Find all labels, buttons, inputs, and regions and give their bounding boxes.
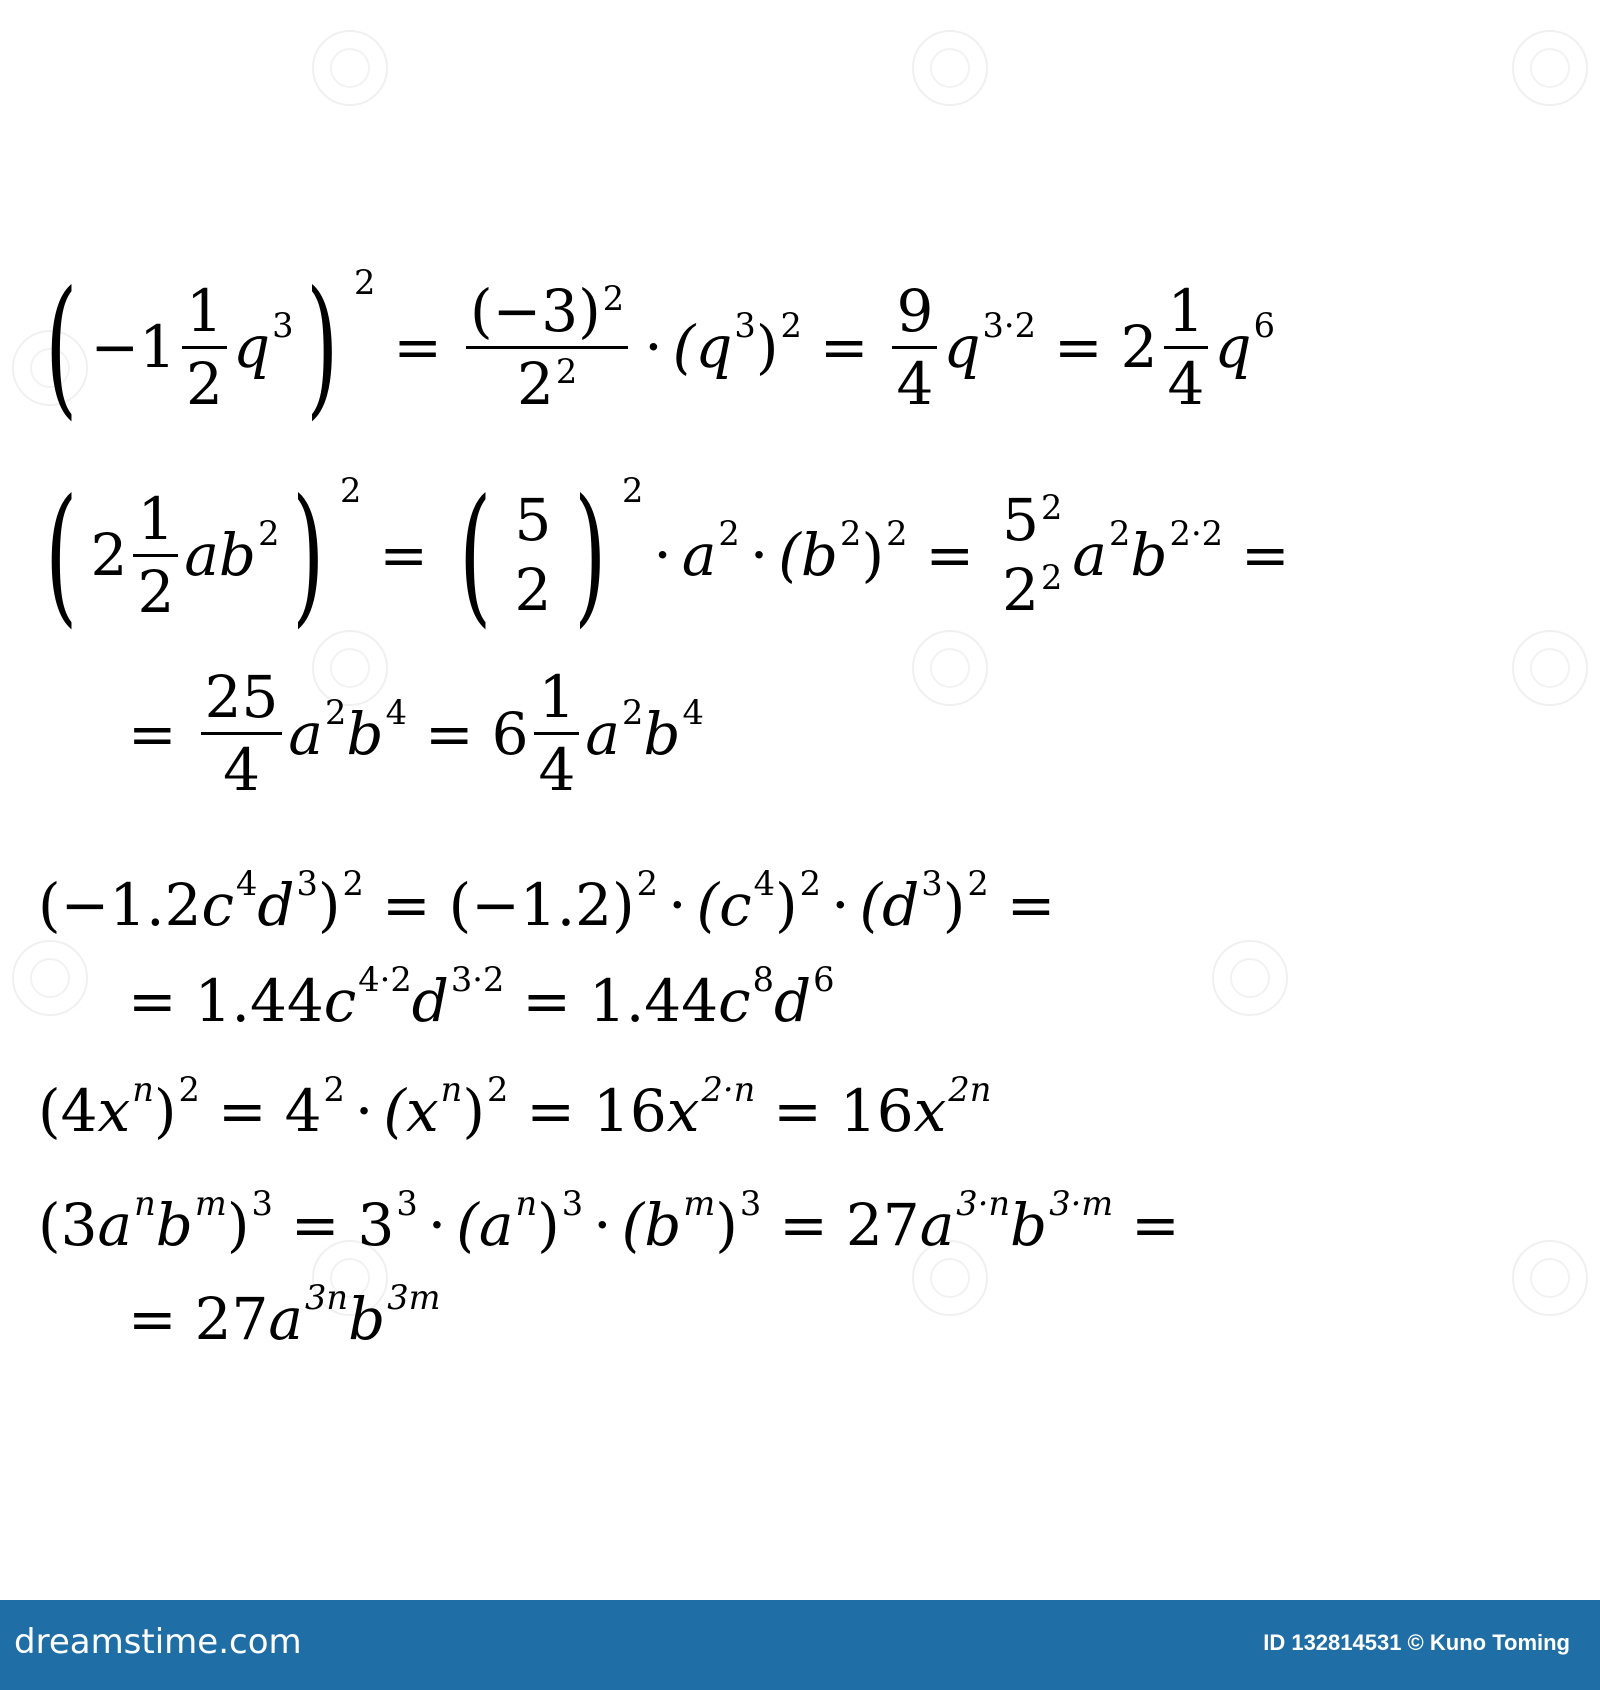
paren: ) (861, 521, 885, 589)
exponent: 3·n (956, 1184, 1011, 1224)
coefficient: 1.44 (588, 967, 719, 1035)
coefficient: 27 (194, 1285, 269, 1353)
whole-number: 6 (491, 699, 529, 768)
variable: a (919, 1191, 955, 1259)
exponent: 3 (272, 306, 294, 346)
equals-sign: = (779, 1191, 828, 1259)
exponent: 2 (340, 471, 362, 511)
exponent: n (440, 1070, 463, 1110)
variable: d (773, 967, 812, 1035)
variable: q (232, 313, 271, 381)
variable: q (943, 313, 981, 381)
variable: c (718, 967, 751, 1035)
exponent: 3n (305, 1278, 349, 1318)
coefficient: 27 (845, 1191, 920, 1259)
variable: q (1214, 313, 1252, 381)
exponent: 2 (840, 514, 862, 554)
exponent: 3 (251, 1184, 273, 1224)
equals-sign: = (379, 521, 429, 589)
exponent: 8 (752, 960, 774, 1000)
exponent: 3·2 (450, 960, 505, 1000)
denominator: 4 (223, 736, 260, 804)
equation-2 (32, 468, 1308, 642)
exponent: 2 (323, 1070, 345, 1110)
dot-operator: · (427, 1191, 447, 1259)
denominator: $2^2$ (516, 349, 578, 418)
term: (d (859, 871, 920, 939)
equals-sign: = (128, 1285, 177, 1353)
exponent: 3 (921, 864, 943, 904)
numerator: 1 (133, 490, 178, 557)
fraction (892, 276, 937, 418)
exponent: 2 (799, 864, 822, 904)
exponent: n (134, 1184, 156, 1224)
variable: b (346, 699, 384, 768)
equation-3 (110, 663, 704, 804)
fraction (534, 663, 579, 804)
exponent: 2 (1109, 514, 1131, 554)
dot-operator: · (354, 1077, 374, 1145)
term: (−1.2) (448, 871, 635, 939)
coefficient: 4 (284, 1077, 322, 1145)
equals-sign: = (773, 1077, 822, 1145)
term: (a (456, 1191, 514, 1259)
equals-sign: = (522, 967, 571, 1035)
left-paren: ( (459, 468, 492, 642)
term: (x (383, 1077, 439, 1145)
paren: ) (462, 1077, 485, 1145)
equals-sign: = (424, 699, 474, 768)
coefficient: 16 (592, 1077, 667, 1145)
denominator: 4 (538, 736, 576, 804)
term: (−1.2 (38, 871, 202, 939)
fraction (182, 276, 227, 418)
equals-sign: = (381, 871, 431, 939)
numerator: 1 (1164, 282, 1209, 349)
term: (3 (38, 1191, 98, 1259)
exponent: 2 (354, 263, 376, 303)
brand-logo[interactable]: dreamstime.com (14, 1622, 302, 1662)
equation-7 (38, 1184, 1198, 1259)
left-paren: ( (45, 260, 78, 434)
fraction (133, 484, 178, 626)
exponent: 4 (753, 864, 776, 904)
whole-number: 2 (1120, 313, 1158, 381)
equals-sign: = (290, 1191, 340, 1259)
dot-operator: · (653, 521, 672, 589)
exponent: 2 (325, 692, 347, 732)
exponent: 3·m (1049, 1184, 1114, 1224)
exponent: 2 (178, 1070, 200, 1110)
numerator: 1 (534, 668, 579, 735)
image-credit: ID 132814531 © Kuno Toming (1263, 1630, 1570, 1655)
numerator: $(-3)^2$ (466, 282, 628, 349)
fraction (998, 486, 1066, 624)
term: (q (672, 313, 733, 381)
variable: d (257, 871, 295, 939)
fraction (466, 276, 628, 418)
exponent: 2 (258, 514, 280, 554)
paren: ) (755, 313, 779, 381)
exponent: 2 (621, 692, 644, 732)
exponent: 2·n (701, 1070, 756, 1110)
dot-operator: · (749, 521, 769, 589)
variable: a (681, 521, 717, 589)
exponent: 2n (948, 1070, 992, 1110)
left-paren: ( (45, 468, 78, 642)
dot-operator: · (668, 871, 687, 939)
variable: d (411, 967, 449, 1035)
term: (b (778, 521, 839, 589)
numerator: 1 (182, 282, 227, 349)
exponent: 2 (780, 306, 802, 346)
exponent: 2 (486, 1070, 509, 1110)
right-paren: ) (574, 468, 607, 642)
denominator: 4 (1167, 349, 1205, 418)
paren: ) (226, 1191, 250, 1259)
numerator: $5^2$ (1002, 486, 1063, 554)
paren: ) (153, 1077, 177, 1145)
variable: a (97, 1191, 133, 1259)
equation-4 (38, 864, 1073, 939)
term: (4 (38, 1077, 98, 1145)
term: −1 (90, 313, 177, 381)
exponent: 3 (296, 864, 318, 904)
exponent: 2 (718, 514, 740, 554)
exponent: 2 (967, 864, 989, 904)
variable: a (288, 699, 324, 768)
whole-number: 2 (90, 521, 128, 589)
exponent: 4 (385, 692, 407, 732)
exponent: 3·2 (982, 306, 1036, 346)
coefficient: 1.44 (194, 967, 324, 1035)
paren: ) (317, 871, 341, 939)
exponent: 4 (235, 864, 258, 904)
exponent: 3 (561, 1184, 584, 1224)
exponent: n (132, 1070, 154, 1110)
fraction (511, 486, 556, 624)
coefficient: 16 (839, 1077, 914, 1145)
equation-8 (110, 1278, 441, 1353)
exponent: 3 (396, 1184, 418, 1224)
equals-sign: = (393, 313, 443, 381)
variable: c (201, 871, 234, 939)
variable: b (155, 1191, 193, 1259)
dot-operator: · (644, 313, 663, 381)
fraction (201, 663, 283, 804)
equals-sign: = (1006, 871, 1056, 939)
fraction (1164, 276, 1209, 418)
paren: ) (715, 1191, 738, 1259)
denominator: 2 (186, 349, 223, 418)
variable: a (585, 699, 620, 768)
equals-sign: = (526, 1077, 575, 1145)
exponent: 2 (886, 514, 908, 554)
numerator: 25 (201, 668, 283, 735)
exponent: 2 (636, 864, 659, 904)
exponent: n (515, 1184, 538, 1224)
exponent: 4·2 (358, 960, 412, 1000)
equals-sign: = (819, 313, 869, 381)
exponent: 2 (621, 471, 644, 511)
exponent: 6 (813, 960, 835, 1000)
dot-operator: · (831, 871, 850, 939)
equation-1 (32, 260, 1275, 434)
variable: a (1072, 521, 1107, 589)
paren: ) (537, 1191, 560, 1259)
denominator: 2 (514, 556, 552, 624)
exponent: 3 (734, 306, 756, 346)
variable: ab (184, 521, 257, 589)
variable: b (348, 1285, 386, 1353)
equals-sign: = (925, 521, 975, 589)
variable: a (268, 1285, 304, 1353)
right-paren: ) (306, 260, 339, 434)
variable: c (323, 967, 357, 1035)
equals-sign: = (1054, 313, 1103, 381)
variable: b (643, 699, 681, 768)
variable: x (666, 1077, 700, 1145)
term: (b (621, 1191, 682, 1259)
equals-sign: = (128, 967, 177, 1035)
denominator: 4 (896, 349, 934, 418)
exponent: m (194, 1184, 227, 1224)
exponent: 3 (739, 1184, 762, 1224)
exponent: 6 (1253, 306, 1275, 346)
equals-sign: = (1131, 1191, 1180, 1259)
footer-bar (0, 1600, 1600, 1690)
exponent: 4 (682, 692, 704, 732)
dot-operator: · (593, 1191, 612, 1259)
equation-6 (38, 1070, 992, 1145)
variable: x (913, 1077, 947, 1145)
equals-sign: = (128, 699, 177, 768)
paren: ) (775, 871, 798, 939)
equals-sign: = (1241, 521, 1290, 589)
variable: x (97, 1077, 131, 1145)
equals-sign: = (217, 1077, 267, 1145)
denominator: $2^2$ (1002, 556, 1063, 624)
numerator: 5 (514, 486, 552, 554)
numerator: 9 (892, 282, 937, 349)
right-paren: ) (292, 468, 325, 642)
variable: b (1130, 521, 1168, 589)
paren: ) (942, 871, 966, 939)
exponent: m (683, 1184, 716, 1224)
exponent: 3m (387, 1278, 441, 1318)
denominator: 2 (137, 557, 175, 626)
coefficient: 3 (357, 1191, 395, 1259)
term: (c (696, 871, 752, 939)
variable: b (1010, 1191, 1048, 1259)
exponent: 2 (342, 864, 364, 904)
equation-5 (110, 960, 835, 1035)
exponent: 2·2 (1169, 514, 1224, 554)
